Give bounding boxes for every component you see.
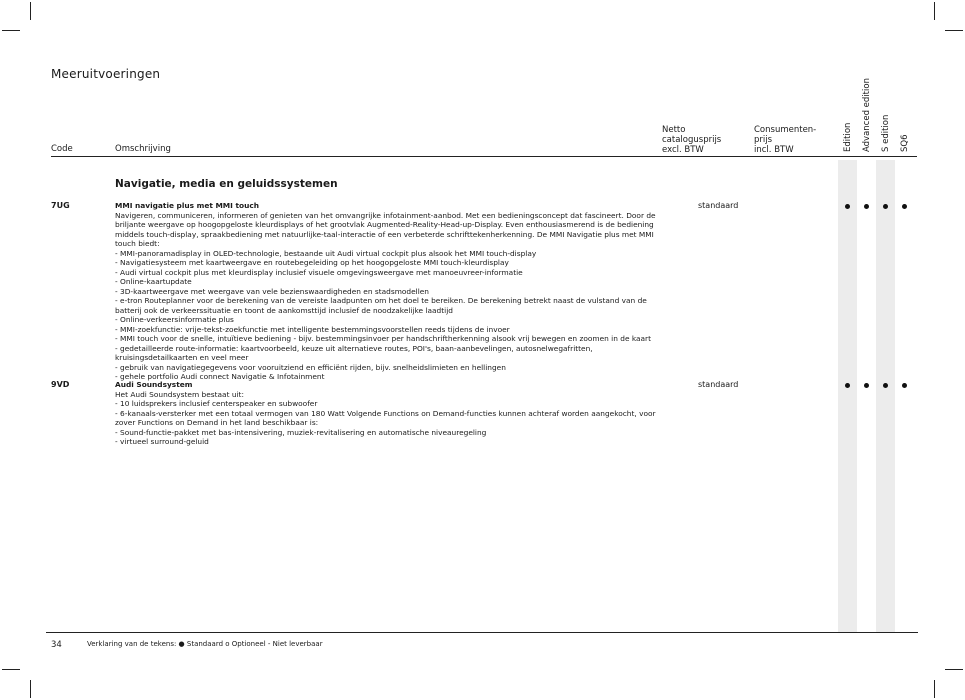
- crop-mark: [934, 680, 935, 698]
- item-title: Audi Soundsystem: [115, 380, 193, 389]
- description-line: batterij ook de verkeerssituatie en toont de aankomsttijd inclusief de noodzakelijke laadtijd: [115, 305, 453, 315]
- section-title: Navigatie, media en geluidssystemen: [115, 178, 338, 190]
- description-line: kruisingsdetailkaarten en veel meer: [115, 353, 249, 362]
- header-s-edition: S edition: [881, 114, 891, 152]
- edition-column-bg: [838, 160, 857, 632]
- header-netto-line: excl. BTW: [662, 145, 704, 155]
- description-line: - gedetailleerde route-informatie: kaartvoorbeeld, keuze uit alternatieve routes, POI's, baan-aanbevelingen, autosnelwegafritten,: [115, 343, 593, 353]
- item-code: 7UG: [51, 201, 70, 210]
- item-description: [115, 201, 656, 382]
- standard-mark: [864, 383, 869, 388]
- header-consumenten: [754, 125, 816, 155]
- crop-mark: [2, 30, 20, 31]
- item-price: standaard: [698, 380, 739, 389]
- description-line: touch biedt:: [115, 239, 160, 248]
- description-line: briljante weergave op hoogopgeloste kleurdisplays of het grootvlak Augmented-Reality-Head-up-Display. Even enthousiasmerend is de bediening: [115, 220, 654, 229]
- description-line: - gehele portfolio Audi connect Navigatie & Infotainment: [115, 372, 325, 381]
- standard-mark: [902, 204, 907, 209]
- standard-mark: [902, 383, 907, 388]
- page-number: 34: [51, 640, 62, 650]
- description-line: - 6-kanaals-versterker met een totaal vermogen van 180 Watt Volgende Functions on Demand-functies kunnen achteraf worden aangekocht, voor: [115, 408, 656, 418]
- footer-rule: [46, 632, 918, 633]
- description-line: - 3D-kaartweergave met weergave van vele bezienswaardigheden en stadsmodellen: [115, 286, 429, 296]
- description-line: Navigeren, communiceren, informeren of genieten van het omvangrijke infotainment-aanbod. Met een bedieningsconcept dat fascineert. Door de: [115, 210, 656, 220]
- description-line: - MMI-panoramadisplay in OLED-technologie, bestaande uit Audi virtual cockpit plus alsook het MMI touch-display: [115, 248, 537, 258]
- header-netto: [662, 125, 721, 155]
- edition-column-bg: [876, 160, 895, 632]
- header-omschrijving: Omschrijving: [115, 144, 171, 154]
- crop-mark: [934, 2, 935, 20]
- description-line: - Sound-functie-pakket met bas-intensivering, muziek-revitalisering en automatische niveauregeling: [115, 427, 487, 437]
- standard-mark: [883, 204, 888, 209]
- description-line: - Navigatiesysteem met kaartweergave en routebegeleiding op het hoogopgeloste MMI touch-kleurdisplay: [115, 258, 509, 267]
- standard-mark: [864, 204, 869, 209]
- page-title: Meeruitvoeringen: [51, 67, 161, 81]
- crop-mark: [30, 2, 31, 20]
- header-consumenten-line: prijs: [754, 135, 773, 145]
- header-consumenten-line: incl. BTW: [754, 145, 794, 155]
- crop-mark: [945, 669, 963, 670]
- description-line: - Audi virtual cockpit plus met kleurdisplay inclusief visuele omgevingsweergave met manoeuvreer-informatie: [115, 267, 523, 277]
- standard-mark: [845, 383, 850, 388]
- description-line: - 10 luidsprekers inclusief centerspeaker en subwoofer: [115, 399, 318, 408]
- description-line: - Online-kaartupdate: [115, 277, 192, 286]
- header-edition: Edition: [843, 122, 853, 152]
- description-line: - virtueel surround-geluid: [115, 437, 209, 446]
- description-line: - Online-verkeersinformatie plus: [115, 315, 234, 324]
- header-rule: [51, 156, 917, 157]
- header-advanced-edition: Advanced edition: [862, 78, 872, 152]
- description-line: - MMI-zoekfunctie: vrije-tekst-zoekfunctie met intelligente bestemmingsvoorstellen reeds tijdens de invoer: [115, 324, 510, 334]
- item-code: 9VD: [51, 380, 70, 389]
- crop-mark: [30, 680, 31, 698]
- crop-mark: [2, 669, 20, 670]
- header-code: Code: [51, 144, 73, 154]
- description-line: - MMI touch voor de snelle, intuïtieve bediening - bijv. bestemmingsinvoer per handschriftherkenning alsook vrij bewegen en zoomen in de kaart: [115, 334, 651, 343]
- description-line: - gebruik van navigatiegegevens voor vooruitziend en efficiënt rijden, bijv. snelheidslimieten en hellingen: [115, 362, 506, 372]
- description-line: Het Audi Soundsystem bestaat uit:: [115, 389, 244, 399]
- item-description: [115, 380, 656, 447]
- header-consumenten-line: Consumenten-: [754, 125, 817, 135]
- description-line: zover Functions on Demand in het land beschikbaar is:: [115, 418, 319, 427]
- standard-mark: [883, 383, 888, 388]
- header-sq6: SQ6: [900, 134, 910, 152]
- legend: Verklaring van de tekens: ● Standaard o Optioneel - Niet leverbaar: [87, 640, 323, 648]
- crop-mark: [945, 30, 963, 31]
- description-line: - e-tron Routeplanner voor de berekening van de vereiste laadpunten om het doel te bereiken. De berekening betrekt naast de vulstand van de: [115, 296, 647, 305]
- item-price: standaard: [698, 201, 739, 210]
- item-title: MMI navigatie plus met MMI touch: [115, 201, 259, 210]
- description-line: middels touch-display, spraakbediening met natuurlijke-taal-interactie of een verbeterde schrifttekenherkenning. De MMI Navigatie plus met MMI: [115, 229, 654, 239]
- standard-mark: [845, 204, 850, 209]
- header-netto-line: Netto: [662, 125, 686, 135]
- header-netto-line: catalogusprijs: [662, 135, 722, 145]
